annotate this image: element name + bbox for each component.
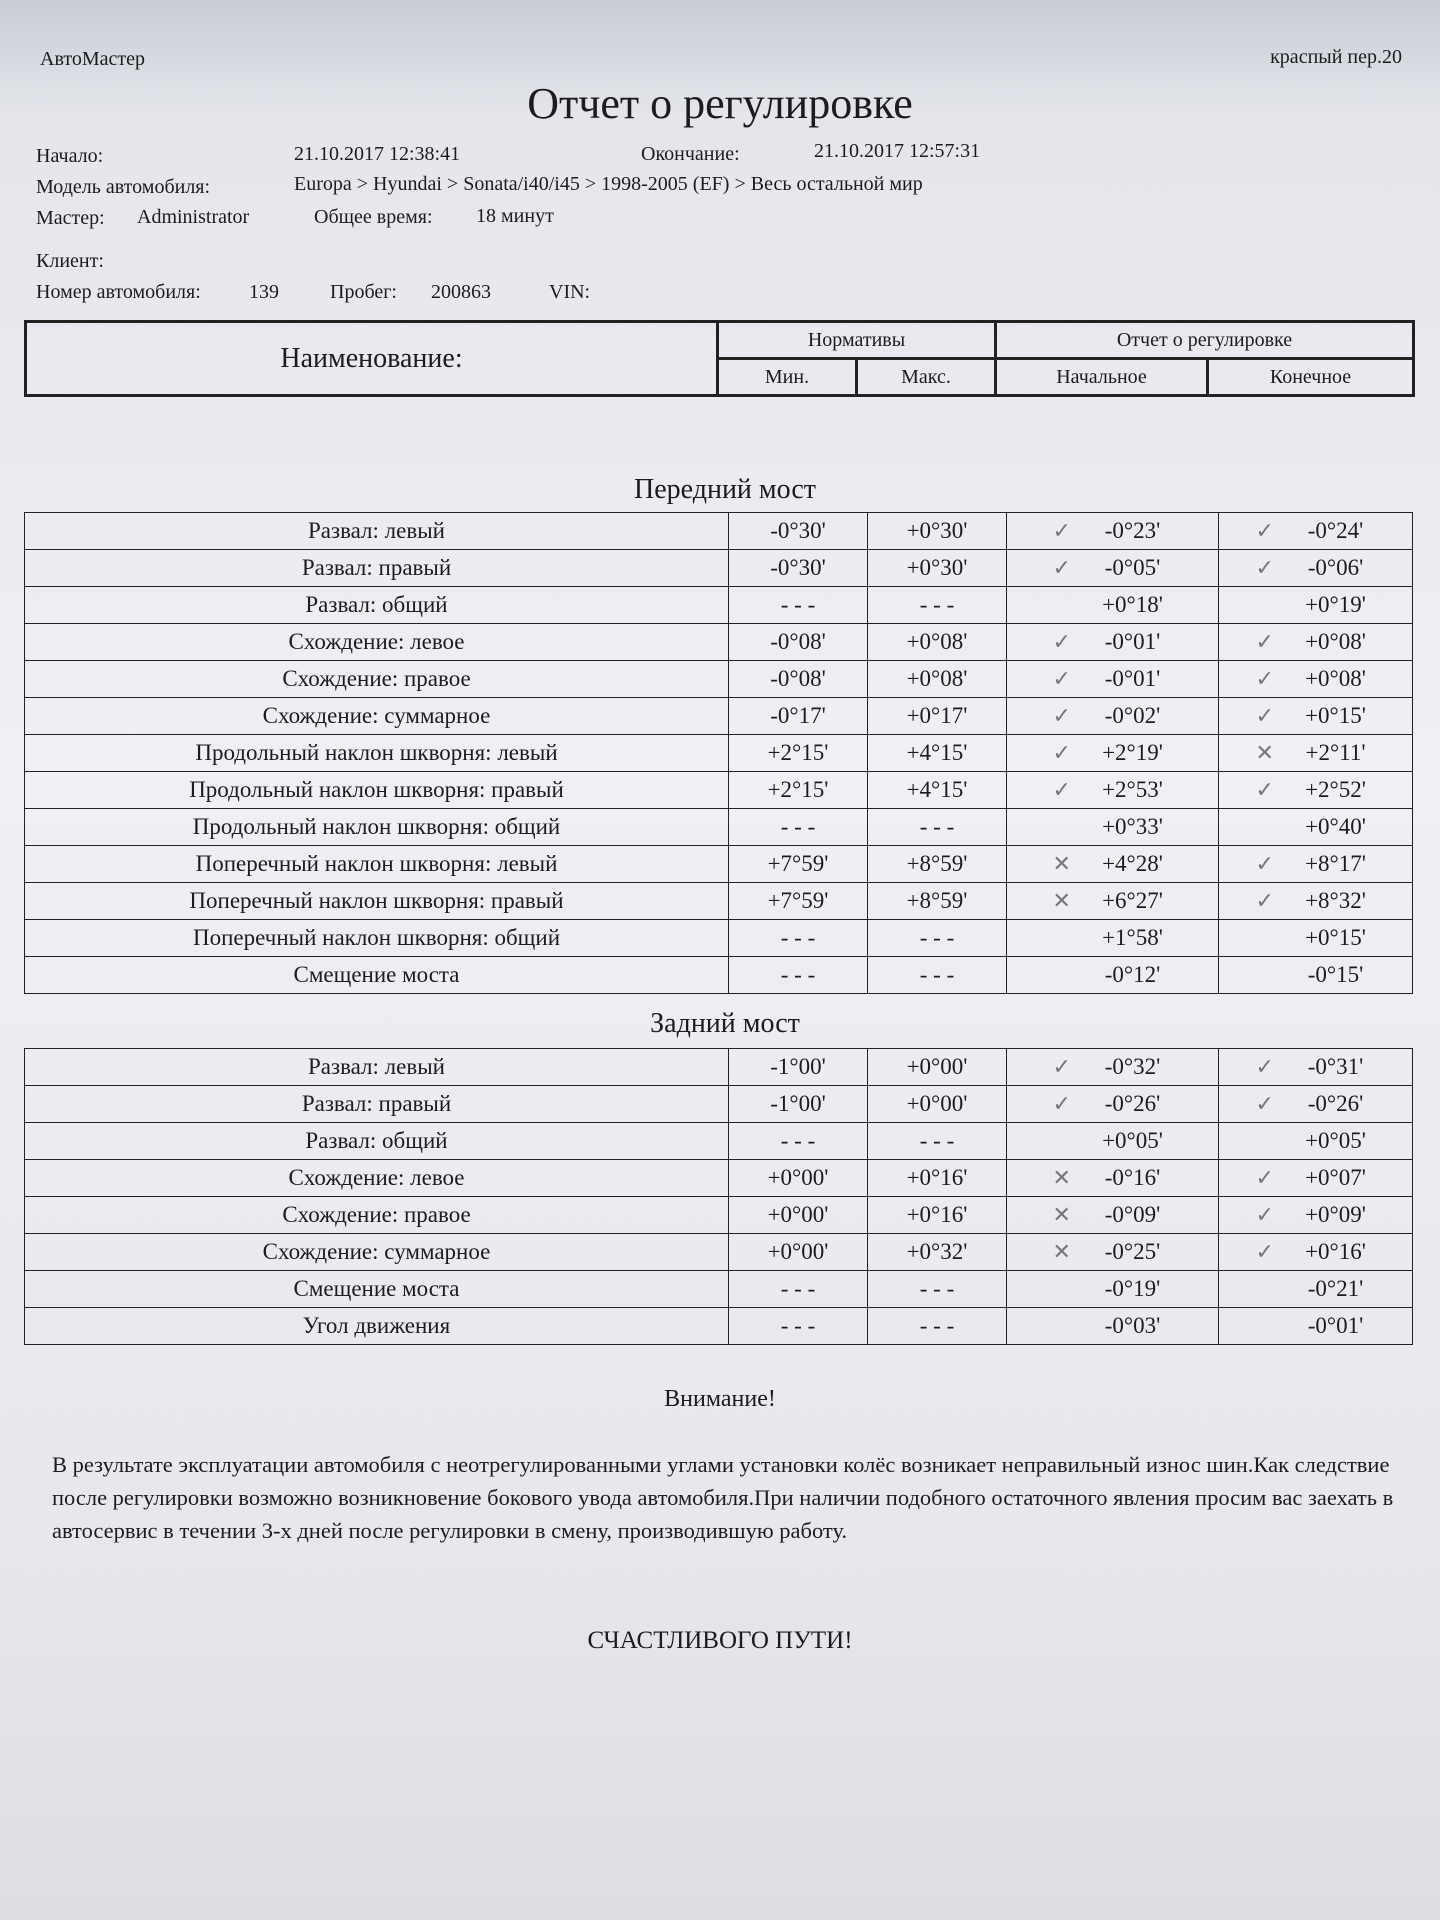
check-icon: ✓ xyxy=(1052,1054,1071,1079)
parameter-name-text: Развал: левый xyxy=(308,1054,445,1079)
initial-value xyxy=(1007,624,1219,661)
parameter-name-text: Развал: общий xyxy=(305,592,448,617)
rear-axle-title: Задний мост xyxy=(650,1008,800,1039)
max-value xyxy=(868,587,1007,624)
initial-value xyxy=(1007,1086,1219,1123)
parameter-name xyxy=(25,809,729,846)
min-value xyxy=(729,957,868,994)
min-value xyxy=(729,513,868,550)
check-icon: ✓ xyxy=(1255,1239,1274,1264)
attention-heading: Внимание! xyxy=(664,1386,776,1412)
initial-value xyxy=(1007,698,1219,735)
final-value xyxy=(1219,1049,1413,1086)
table-row xyxy=(25,1197,1413,1234)
max-value xyxy=(868,883,1007,920)
final-value xyxy=(1219,772,1413,809)
parameter-name xyxy=(25,1049,729,1086)
final-value xyxy=(1219,698,1413,735)
max-value xyxy=(868,846,1007,883)
table-row xyxy=(25,550,1413,587)
max-value xyxy=(868,513,1007,550)
initial-value-text: -0°25' xyxy=(1104,1239,1161,1264)
table-row xyxy=(25,735,1413,772)
parameter-name-text: Схождение: суммарное xyxy=(262,703,491,728)
initial-value xyxy=(1007,1308,1219,1345)
max-value-text: - - - xyxy=(919,814,955,839)
cross-icon: ✕ xyxy=(1052,851,1071,876)
min-value-text: +0°00' xyxy=(767,1202,829,1227)
final-value-text: -0°24' xyxy=(1307,518,1364,543)
table-row xyxy=(25,661,1413,698)
table-row xyxy=(25,513,1413,550)
final-value-text: +8°17' xyxy=(1305,851,1366,876)
norms-header: Нормативы xyxy=(718,322,996,359)
min-value-text: - - - xyxy=(780,814,816,839)
check-icon: ✓ xyxy=(1255,851,1274,876)
final-value xyxy=(1219,550,1413,587)
check-icon: ✓ xyxy=(1052,740,1071,765)
check-icon: ✓ xyxy=(1052,666,1071,691)
check-icon: ✓ xyxy=(1255,777,1274,802)
min-value xyxy=(729,772,868,809)
initial-value xyxy=(1007,846,1219,883)
table-row xyxy=(25,1271,1413,1308)
final-value-text: -0°15' xyxy=(1307,962,1364,987)
initial-value xyxy=(1007,550,1219,587)
min-value xyxy=(729,846,868,883)
final-value xyxy=(1219,513,1413,550)
check-icon: ✓ xyxy=(1255,666,1274,691)
cross-icon: ✕ xyxy=(1255,740,1274,765)
max-value-text: +0°30' xyxy=(906,555,968,580)
parameter-name-text: Продольный наклон шкворня: правый xyxy=(189,777,564,802)
initial-value xyxy=(1007,1049,1219,1086)
check-icon: ✓ xyxy=(1052,629,1071,654)
parameter-name xyxy=(25,1160,729,1197)
max-value-text: +0°08' xyxy=(906,666,968,691)
min-value xyxy=(729,550,868,587)
initial-value-text: -0°05' xyxy=(1104,555,1161,580)
min-value-text: - - - xyxy=(780,962,816,987)
max-value-text: - - - xyxy=(919,1313,955,1338)
min-value-text: -0°17' xyxy=(770,703,826,728)
max-value xyxy=(868,1234,1007,1271)
final-value xyxy=(1219,1271,1413,1308)
max-value-text: +0°30' xyxy=(906,518,968,543)
company-name: АвтоМастер xyxy=(40,48,146,70)
max-value xyxy=(868,1086,1007,1123)
table-row xyxy=(25,846,1413,883)
max-value-text: - - - xyxy=(919,1276,955,1301)
parameter-name xyxy=(25,587,729,624)
initial-value-text: +0°18' xyxy=(1102,592,1163,617)
parameter-name-text: Продольный наклон шкворня: общий xyxy=(192,814,561,839)
max-value xyxy=(868,772,1007,809)
cross-icon: ✕ xyxy=(1052,1239,1071,1264)
max-value-text: +8°59' xyxy=(906,851,968,876)
min-value xyxy=(729,1234,868,1271)
initial-value-text: -0°03' xyxy=(1104,1313,1161,1338)
initial-value xyxy=(1007,809,1219,846)
parameter-name-text: Развал: левый xyxy=(308,518,445,543)
client-label: Клиент: xyxy=(36,250,104,272)
parameter-name-text: Угол движения xyxy=(302,1313,451,1338)
car-number-value: 139 xyxy=(249,281,279,303)
max-value xyxy=(868,661,1007,698)
initial-value-text: +6°27' xyxy=(1102,888,1163,913)
table-row xyxy=(25,1234,1413,1271)
check-icon: ✓ xyxy=(1255,888,1274,913)
initial-header: Начальное xyxy=(996,359,1208,396)
master-value: Administrator xyxy=(137,206,250,228)
initial-value xyxy=(1007,1197,1219,1234)
final-value-text: -0°31' xyxy=(1307,1054,1364,1079)
check-icon: ✓ xyxy=(1255,629,1274,654)
parameter-name xyxy=(25,1234,729,1271)
initial-value-text: -0°09' xyxy=(1104,1202,1161,1227)
initial-value xyxy=(1007,1123,1219,1160)
parameter-name-text: Поперечный наклон шкворня: общий xyxy=(192,925,561,950)
min-value xyxy=(729,1086,868,1123)
final-value-text: -0°01' xyxy=(1307,1313,1364,1338)
initial-value xyxy=(1007,957,1219,994)
final-value xyxy=(1219,735,1413,772)
min-value xyxy=(729,735,868,772)
final-value-text: +0°09' xyxy=(1305,1202,1366,1227)
final-value-text: -0°06' xyxy=(1307,555,1364,580)
final-value-text: +0°08' xyxy=(1305,666,1366,691)
model-label: Модель автомобиля: xyxy=(36,176,211,198)
parameter-name-text: Схождение: суммарное xyxy=(262,1239,491,1264)
max-value-text: +0°17' xyxy=(906,703,968,728)
initial-value-text: +1°58' xyxy=(1102,925,1163,950)
initial-value xyxy=(1007,513,1219,550)
final-value-text: +0°15' xyxy=(1305,925,1366,950)
final-value xyxy=(1219,1197,1413,1234)
final-value-text: +2°11' xyxy=(1305,740,1366,765)
table-row xyxy=(25,920,1413,957)
cross-icon: ✕ xyxy=(1052,1202,1071,1227)
max-value xyxy=(868,920,1007,957)
initial-value xyxy=(1007,883,1219,920)
table-row xyxy=(25,772,1413,809)
initial-value-text: +2°19' xyxy=(1102,740,1163,765)
initial-value xyxy=(1007,587,1219,624)
parameter-name xyxy=(25,1123,729,1160)
check-icon: ✓ xyxy=(1255,1091,1274,1116)
initial-value-text: +0°05' xyxy=(1102,1128,1163,1153)
table-row xyxy=(25,1123,1413,1160)
max-value-text: +4°15' xyxy=(906,740,968,765)
max-value xyxy=(868,809,1007,846)
parameter-name xyxy=(25,920,729,957)
parameter-name xyxy=(25,1086,729,1123)
min-value xyxy=(729,587,868,624)
max-value-text: - - - xyxy=(919,592,955,617)
min-value xyxy=(729,920,868,957)
start-value: 21.10.2017 12:38:41 xyxy=(294,143,461,165)
final-value xyxy=(1219,846,1413,883)
max-value-text: - - - xyxy=(919,925,955,950)
final-value xyxy=(1219,1234,1413,1271)
final-value xyxy=(1219,1308,1413,1345)
final-value xyxy=(1219,661,1413,698)
min-value-text: +2°15' xyxy=(767,740,829,765)
final-value xyxy=(1219,920,1413,957)
initial-value-text: -0°23' xyxy=(1104,518,1161,543)
table-row xyxy=(25,587,1413,624)
final-value xyxy=(1219,624,1413,661)
parameter-name xyxy=(25,624,729,661)
max-header: Макс. xyxy=(857,359,996,396)
parameter-name xyxy=(25,661,729,698)
min-value-text: -0°30' xyxy=(770,555,826,580)
check-icon: ✓ xyxy=(1255,1054,1274,1079)
parameter-name xyxy=(25,957,729,994)
final-value xyxy=(1219,1160,1413,1197)
final-value xyxy=(1219,957,1413,994)
initial-value xyxy=(1007,920,1219,957)
initial-value-text: -0°16' xyxy=(1104,1165,1161,1190)
max-value-text: +0°00' xyxy=(906,1054,968,1079)
min-value-text: - - - xyxy=(780,925,816,950)
min-value xyxy=(729,661,868,698)
min-value-text: - - - xyxy=(780,592,816,617)
min-value-text: +2°15' xyxy=(767,777,829,802)
vin-label: VIN: xyxy=(549,281,591,303)
min-value-text: -0°08' xyxy=(770,666,826,691)
time-value: 18 минут xyxy=(476,205,554,227)
parameter-name-text: Развал: общий xyxy=(305,1128,448,1153)
table-row xyxy=(25,698,1413,735)
initial-value-text: -0°01' xyxy=(1104,629,1161,654)
initial-value-text: +0°33' xyxy=(1102,814,1163,839)
check-icon: ✓ xyxy=(1052,555,1071,580)
min-value-text: +7°59' xyxy=(767,888,829,913)
final-value-text: -0°21' xyxy=(1307,1276,1364,1301)
parameter-name xyxy=(25,550,729,587)
parameter-name-text: Схождение: правое xyxy=(282,1202,471,1227)
parameter-name-text: Смещение моста xyxy=(293,962,460,987)
final-value xyxy=(1219,1123,1413,1160)
max-value xyxy=(868,1271,1007,1308)
final-value xyxy=(1219,587,1413,624)
final-value xyxy=(1219,1086,1413,1123)
initial-value xyxy=(1007,1271,1219,1308)
rear-axle-table xyxy=(24,1048,1413,1345)
front-axle-table xyxy=(24,512,1413,994)
final-value xyxy=(1219,883,1413,920)
initial-value xyxy=(1007,1234,1219,1271)
time-label: Общее время: xyxy=(314,206,433,228)
table-row xyxy=(25,1049,1413,1086)
max-value xyxy=(868,1308,1007,1345)
min-value xyxy=(729,698,868,735)
check-icon: ✓ xyxy=(1255,1165,1274,1190)
max-value-text: +0°00' xyxy=(906,1091,968,1116)
final-header: Конечное xyxy=(1208,359,1414,396)
max-value-text: +0°16' xyxy=(906,1202,968,1227)
parameter-name-text: Развал: правый xyxy=(301,555,452,580)
farewell-text: СЧАСТЛИВОГО ПУТИ! xyxy=(587,1627,853,1654)
parameter-name xyxy=(25,772,729,809)
final-value-text: +2°52' xyxy=(1305,777,1366,802)
final-value-text: +0°05' xyxy=(1305,1128,1366,1153)
master-label: Мастер: xyxy=(36,207,105,229)
min-value xyxy=(729,1197,868,1234)
min-value xyxy=(729,1271,868,1308)
final-value-text: -0°26' xyxy=(1307,1091,1364,1116)
final-value-text: +0°40' xyxy=(1305,814,1366,839)
mileage-label: Пробег: xyxy=(330,281,397,303)
initial-value-text: -0°32' xyxy=(1104,1054,1161,1079)
parameter-name-text: Развал: правый xyxy=(301,1091,452,1116)
check-icon: ✓ xyxy=(1255,555,1274,580)
min-value xyxy=(729,1049,868,1086)
min-value-text: +7°59' xyxy=(767,851,829,876)
table-row xyxy=(25,883,1413,920)
initial-value xyxy=(1007,772,1219,809)
max-value-text: +0°32' xyxy=(906,1239,968,1264)
parameter-name xyxy=(25,698,729,735)
car-number-label: Номер автомобиля: xyxy=(36,281,201,303)
parameter-name-text: Схождение: правое xyxy=(282,666,471,691)
final-value-text: +0°19' xyxy=(1305,592,1366,617)
check-icon: ✓ xyxy=(1052,777,1071,802)
initial-value xyxy=(1007,661,1219,698)
start-label: Начало: xyxy=(36,145,104,167)
final-value xyxy=(1219,809,1413,846)
front-axle-title: Передний мост xyxy=(634,474,816,505)
cross-icon: ✕ xyxy=(1052,888,1071,913)
min-value-text: -1°00' xyxy=(770,1091,826,1116)
max-value xyxy=(868,957,1007,994)
table-row xyxy=(25,624,1413,661)
final-value-text: +8°32' xyxy=(1305,888,1366,913)
min-value-text: +0°00' xyxy=(767,1165,829,1190)
min-value xyxy=(729,1123,868,1160)
parameter-name-text: Поперечный наклон шкворня: левый xyxy=(195,851,558,876)
min-value xyxy=(729,624,868,661)
parameter-name xyxy=(25,1271,729,1308)
report-header: Отчет о регулировке xyxy=(996,322,1414,359)
parameter-name-text: Схождение: левое xyxy=(288,1165,465,1190)
max-value-text: +8°59' xyxy=(906,888,968,913)
parameter-name-text: Поперечный наклон шкворня: правый xyxy=(189,888,564,913)
parameter-name-text: Смещение моста xyxy=(293,1276,460,1301)
final-value-text: +0°16' xyxy=(1305,1239,1366,1264)
check-icon: ✓ xyxy=(1255,1202,1274,1227)
initial-value-text: -0°02' xyxy=(1104,703,1161,728)
max-value-text: - - - xyxy=(919,962,955,987)
max-value xyxy=(868,1160,1007,1197)
parameter-name xyxy=(25,883,729,920)
max-value xyxy=(868,1123,1007,1160)
parameter-name xyxy=(25,735,729,772)
mileage-value: 200863 xyxy=(431,281,491,303)
initial-value xyxy=(1007,1160,1219,1197)
max-value-text: +0°16' xyxy=(906,1165,968,1190)
check-icon: ✓ xyxy=(1255,703,1274,728)
table-row xyxy=(25,1086,1413,1123)
min-value xyxy=(729,1160,868,1197)
check-icon: ✓ xyxy=(1255,518,1274,543)
parameter-name xyxy=(25,1197,729,1234)
final-value-text: +0°08' xyxy=(1305,629,1366,654)
min-value-text: - - - xyxy=(780,1313,816,1338)
table-row xyxy=(25,1308,1413,1345)
min-value xyxy=(729,809,868,846)
max-value-text: +4°15' xyxy=(906,777,968,802)
min-value xyxy=(729,1308,868,1345)
parameter-name-text: Схождение: левое xyxy=(288,629,465,654)
initial-value xyxy=(1007,735,1219,772)
attention-note: В результате эксплуатации автомобиля с неотрегулированными углами установки колёс возникает неправильный износ шин.Как следствие после регулировки возможно возникновение бокового увода автомобиля.При наличии подобного остаточного явления просим вас заехать в автосервис в течении 3-х дней после регулировки в смену, производившую работу. xyxy=(52,1452,1394,1543)
min-value xyxy=(729,883,868,920)
min-header: Мин. xyxy=(718,359,857,396)
table-row xyxy=(25,809,1413,846)
initial-value-text: -0°12' xyxy=(1104,962,1161,987)
min-value-text: - - - xyxy=(780,1128,816,1153)
max-value xyxy=(868,1049,1007,1086)
min-value-text: -0°08' xyxy=(770,629,826,654)
initial-value-text: -0°19' xyxy=(1104,1276,1161,1301)
min-value-text: - - - xyxy=(780,1276,816,1301)
model-value: Europa > Hyundai > Sonata/i40/i45 > 1998-2005 (EF) > Весь остальной мир xyxy=(294,173,923,195)
min-value-text: -1°00' xyxy=(770,1054,826,1079)
max-value xyxy=(868,1197,1007,1234)
company-address: краспый пер.20 xyxy=(1270,46,1402,68)
table-row xyxy=(25,957,1413,994)
min-value-text: -0°30' xyxy=(770,518,826,543)
initial-value-text: +2°53' xyxy=(1102,777,1163,802)
check-icon: ✓ xyxy=(1052,518,1071,543)
max-value xyxy=(868,624,1007,661)
name-column-header: Наименование: xyxy=(26,322,718,396)
end-label: Окончание: xyxy=(641,143,740,165)
cross-icon: ✕ xyxy=(1052,1165,1071,1190)
parameter-name xyxy=(25,846,729,883)
parameter-name-text: Продольный наклон шкворня: левый xyxy=(195,740,558,765)
table-row xyxy=(25,1160,1413,1197)
initial-value-text: +4°28' xyxy=(1102,851,1163,876)
initial-value-text: -0°26' xyxy=(1104,1091,1161,1116)
final-value-text: +0°07' xyxy=(1305,1165,1366,1190)
check-icon: ✓ xyxy=(1052,1091,1071,1116)
parameter-name xyxy=(25,513,729,550)
final-value-text: +0°15' xyxy=(1305,703,1366,728)
parameter-name xyxy=(25,1308,729,1345)
report-title: Отчет о регулировке xyxy=(527,79,913,128)
initial-value-text: -0°01' xyxy=(1104,666,1161,691)
min-value-text: +0°00' xyxy=(767,1239,829,1264)
check-icon: ✓ xyxy=(1052,703,1071,728)
max-value xyxy=(868,735,1007,772)
max-value xyxy=(868,698,1007,735)
end-value: 21.10.2017 12:57:31 xyxy=(814,140,981,162)
max-value xyxy=(868,550,1007,587)
column-header-table xyxy=(24,320,1415,397)
max-value-text: - - - xyxy=(919,1128,955,1153)
max-value-text: +0°08' xyxy=(906,629,968,654)
